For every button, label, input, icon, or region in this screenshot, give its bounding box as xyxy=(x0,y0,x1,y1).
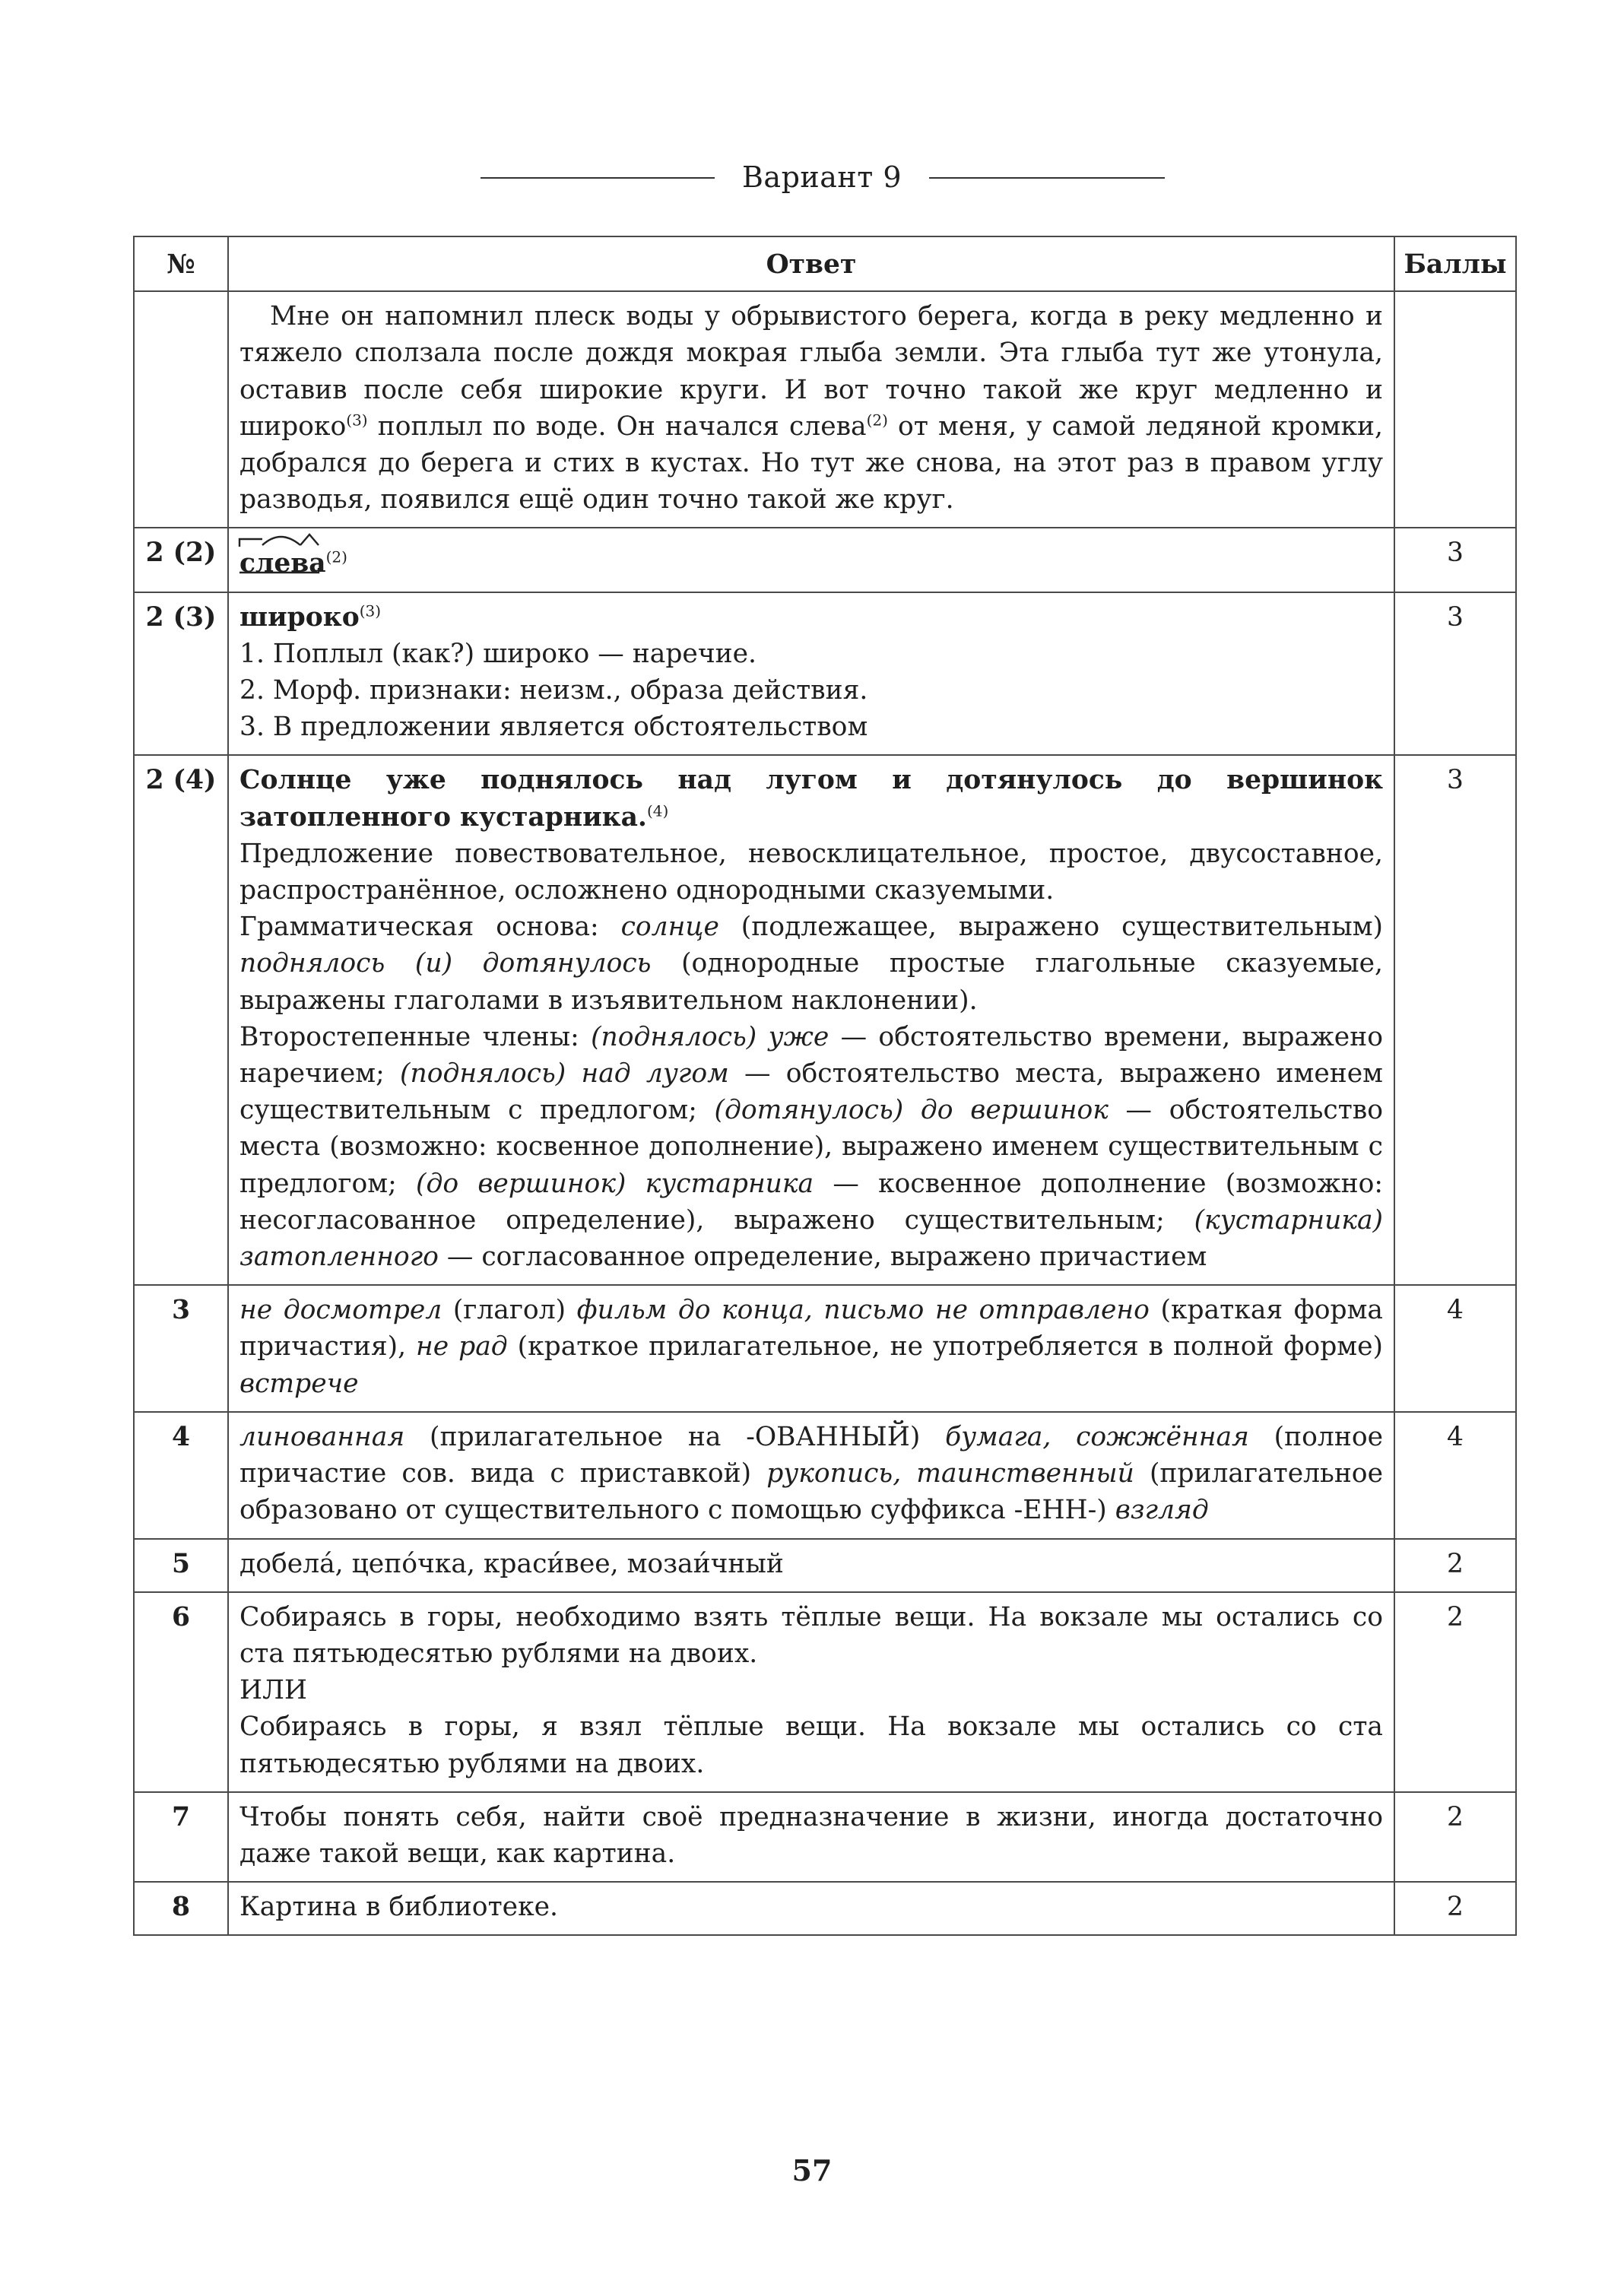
word-index: (2) xyxy=(325,547,347,566)
parsed-word-text: слева xyxy=(239,548,326,579)
row-number: 7 xyxy=(134,1792,228,1882)
row-number: 6 xyxy=(134,1592,228,1792)
column-header-answer: Ответ xyxy=(228,236,1394,291)
analysis-line: 3. В предложении является обстоятельством xyxy=(239,712,868,743)
points-value: 4 xyxy=(1394,1285,1516,1412)
sentence-characteristics: Предложение повествовательное, невосклицательное, простое, двусоставное, распространённое, осложнено однородными сказуемыми. xyxy=(239,838,1383,906)
analysis-line: 1. Поплыл (как?) широко — наречие. xyxy=(239,638,757,669)
answer-cell: Картина в библиотеке. xyxy=(228,1882,1394,1935)
answer-cell: Солнце уже поднялось над лугом и дотянулось до вершинок затопленного кустарника.$^{(4)}$ Предложение повествовательное, невосклицательное, простое, двусоставное, распространённое, осложнено однородными сказуемыми. Грамматическая основа: солнце (подлежащее, выражено существительным) поднялось (и) дотянулось (однородные простые глагольные сказуемые, выражены глаголами в изъявительном наклонении). Второстепенные члены: (поднялось) уже — обстоятельство времени, выражено наречием; (поднялось) над лугом — обстоятельство места, выражено именем существительным с предлогом; (дотянулось) до вершинок — обстоятельство места (возможно: косвенное дополнение), выражено именем существительным с предлогом; (до вершинок) кустарника — косвенное дополнение (возможно: несогласованное определение), выражено существительным; (кустарника) затопленного — согласованное определение, выражено причастием xyxy=(228,755,1394,1285)
variant-title: Вариант 9 xyxy=(742,160,902,194)
row-number-empty xyxy=(134,291,228,528)
row-number: 5 xyxy=(134,1539,228,1592)
table-row-2-3 xyxy=(134,592,1516,756)
table-row-8 xyxy=(134,1882,1516,1935)
secondary-members: Второстепенные члены: (поднялось) уже — обстоятельство времени, выражено наречием; (поднялось) над лугом — обстоятельство места, выражено именем существительным с предлогом; (дотянулось) до вершинок — обстоятельство места (возможно: косвенное дополнение), выражено именем существительным с предлогом; (до вершинок) кустарника — косвенное дополнение (возможно: несогласованное определение), выражено существительным; (кустарника) затопленного — согласованное определение, выражено причастием xyxy=(239,1021,1383,1273)
analyzed-word: широко xyxy=(239,601,360,633)
table-row-source-text xyxy=(134,291,1516,528)
column-header-points: Баллы xyxy=(1394,236,1516,291)
table-row-2-2 xyxy=(134,528,1516,592)
answer-variant: Собираясь в горы, необходимо взять тёплые вещи. На вокзале мы остались со ста пятьюдесятью рублями на двоих. xyxy=(239,1601,1383,1669)
answer-cell xyxy=(228,1592,1394,1792)
answer-cell xyxy=(228,528,1394,592)
analyzed-sentence: Солнце уже поднялось над лугом и дотянулось до вершинок затопленного кустарника. xyxy=(239,765,1383,833)
column-header-num: № xyxy=(134,236,228,291)
row-number: 3 xyxy=(134,1285,228,1412)
answer-cell: Чтобы понять себя, найти своё предназначение в жизни, иногда достаточно даже такой вещи, как картина. xyxy=(228,1792,1394,1882)
table-row-4 xyxy=(134,1412,1516,1539)
table-row-7 xyxy=(134,1792,1516,1882)
points-value: 3 xyxy=(1394,592,1516,756)
table-row-5 xyxy=(134,1539,1516,1592)
table-row-6 xyxy=(134,1592,1516,1792)
row-number: 2 (2) xyxy=(134,528,228,592)
answer-cell: линованная (прилагательное на -ОВАННЫЙ) бумага, сожжённая (полное причастие сов. вида с приставкой) рукопись, таинственный (прилагательное образовано от существительного с помощью суффикса -ЕНН-) взгляд xyxy=(228,1412,1394,1539)
table-row-3 xyxy=(134,1285,1516,1412)
page-number: 57 xyxy=(791,2153,833,2187)
answer-cell: широко$^{(3)}$ 1. Поплыл (как?) широко — наречие. 2. Морф. признаки: неизм., образа действия. 3. В предложении является обстоятельством xyxy=(228,592,1394,756)
points-value: 2 xyxy=(1394,1882,1516,1935)
points-value: 2 xyxy=(1394,1792,1516,1882)
table-row-2-4 xyxy=(134,755,1516,1285)
row-number: 2 (3) xyxy=(134,592,228,756)
header-rule-right xyxy=(929,177,1165,179)
table-header-row xyxy=(134,236,1516,291)
answer-variant: Собираясь в горы, я взял тёплые вещи. На вокзале мы остались со ста пятьюдесятью рублями на двоих. xyxy=(239,1712,1383,1779)
page-header xyxy=(0,156,1624,201)
row-number: 8 xyxy=(134,1882,228,1935)
row-number: 4 xyxy=(134,1412,228,1539)
answers-table xyxy=(133,236,1517,1936)
points-value: 4 xyxy=(1394,1412,1516,1539)
answer-cell: добела́, цепо́чка, краси́вее, мозаи́чный xyxy=(228,1539,1394,1592)
points-value: 3 xyxy=(1394,755,1516,1285)
header-rule-left xyxy=(481,177,715,179)
morpheme-parsed-word xyxy=(239,535,326,582)
analysis-line: 2. Морф. признаки: неизм., образа действия. xyxy=(239,675,868,706)
points-value: 2 xyxy=(1394,1592,1516,1792)
points-empty xyxy=(1394,291,1516,528)
source-text-paragraph: Мне он напомнил плеск воды у обрывистого берега, когда в реку медленно и тяжело сползала после дождя мокрая глыба земли. Эта глыба тут же утонула, оставив после себя широкие круги. И вот точно такой же круг медленно и широко$^{(3)}$ поплыл по воде. Он начался слева$^{(2)}$ от меня, у самой ледяной кромки, добрался до берега и стих в кустах. Но тут же снова, на этот раз в правом углу разводья, появился ещё один точно такой же круг. xyxy=(239,301,1383,516)
points-value: 3 xyxy=(1394,528,1516,592)
points-value: 2 xyxy=(1394,1539,1516,1592)
answer-cell: не досмотрел (глагол) фильм до конца, письмо не отправлено (краткая форма причастия), не рад (краткое прилагательное, не употребляется в полной форме) встрече xyxy=(228,1285,1394,1412)
source-text-cell xyxy=(228,291,1394,528)
morpheme-marks-icon xyxy=(236,530,335,576)
or-separator: ИЛИ xyxy=(239,1675,307,1706)
row-number: 2 (4) xyxy=(134,755,228,1285)
grammatical-basis: Грамматическая основа: солнце (подлежащее, выражено существительным) поднялось (и) дотянулось (однородные простые глагольные сказуемые, выражены глаголами в изъявительном наклонении). xyxy=(239,912,1383,1016)
